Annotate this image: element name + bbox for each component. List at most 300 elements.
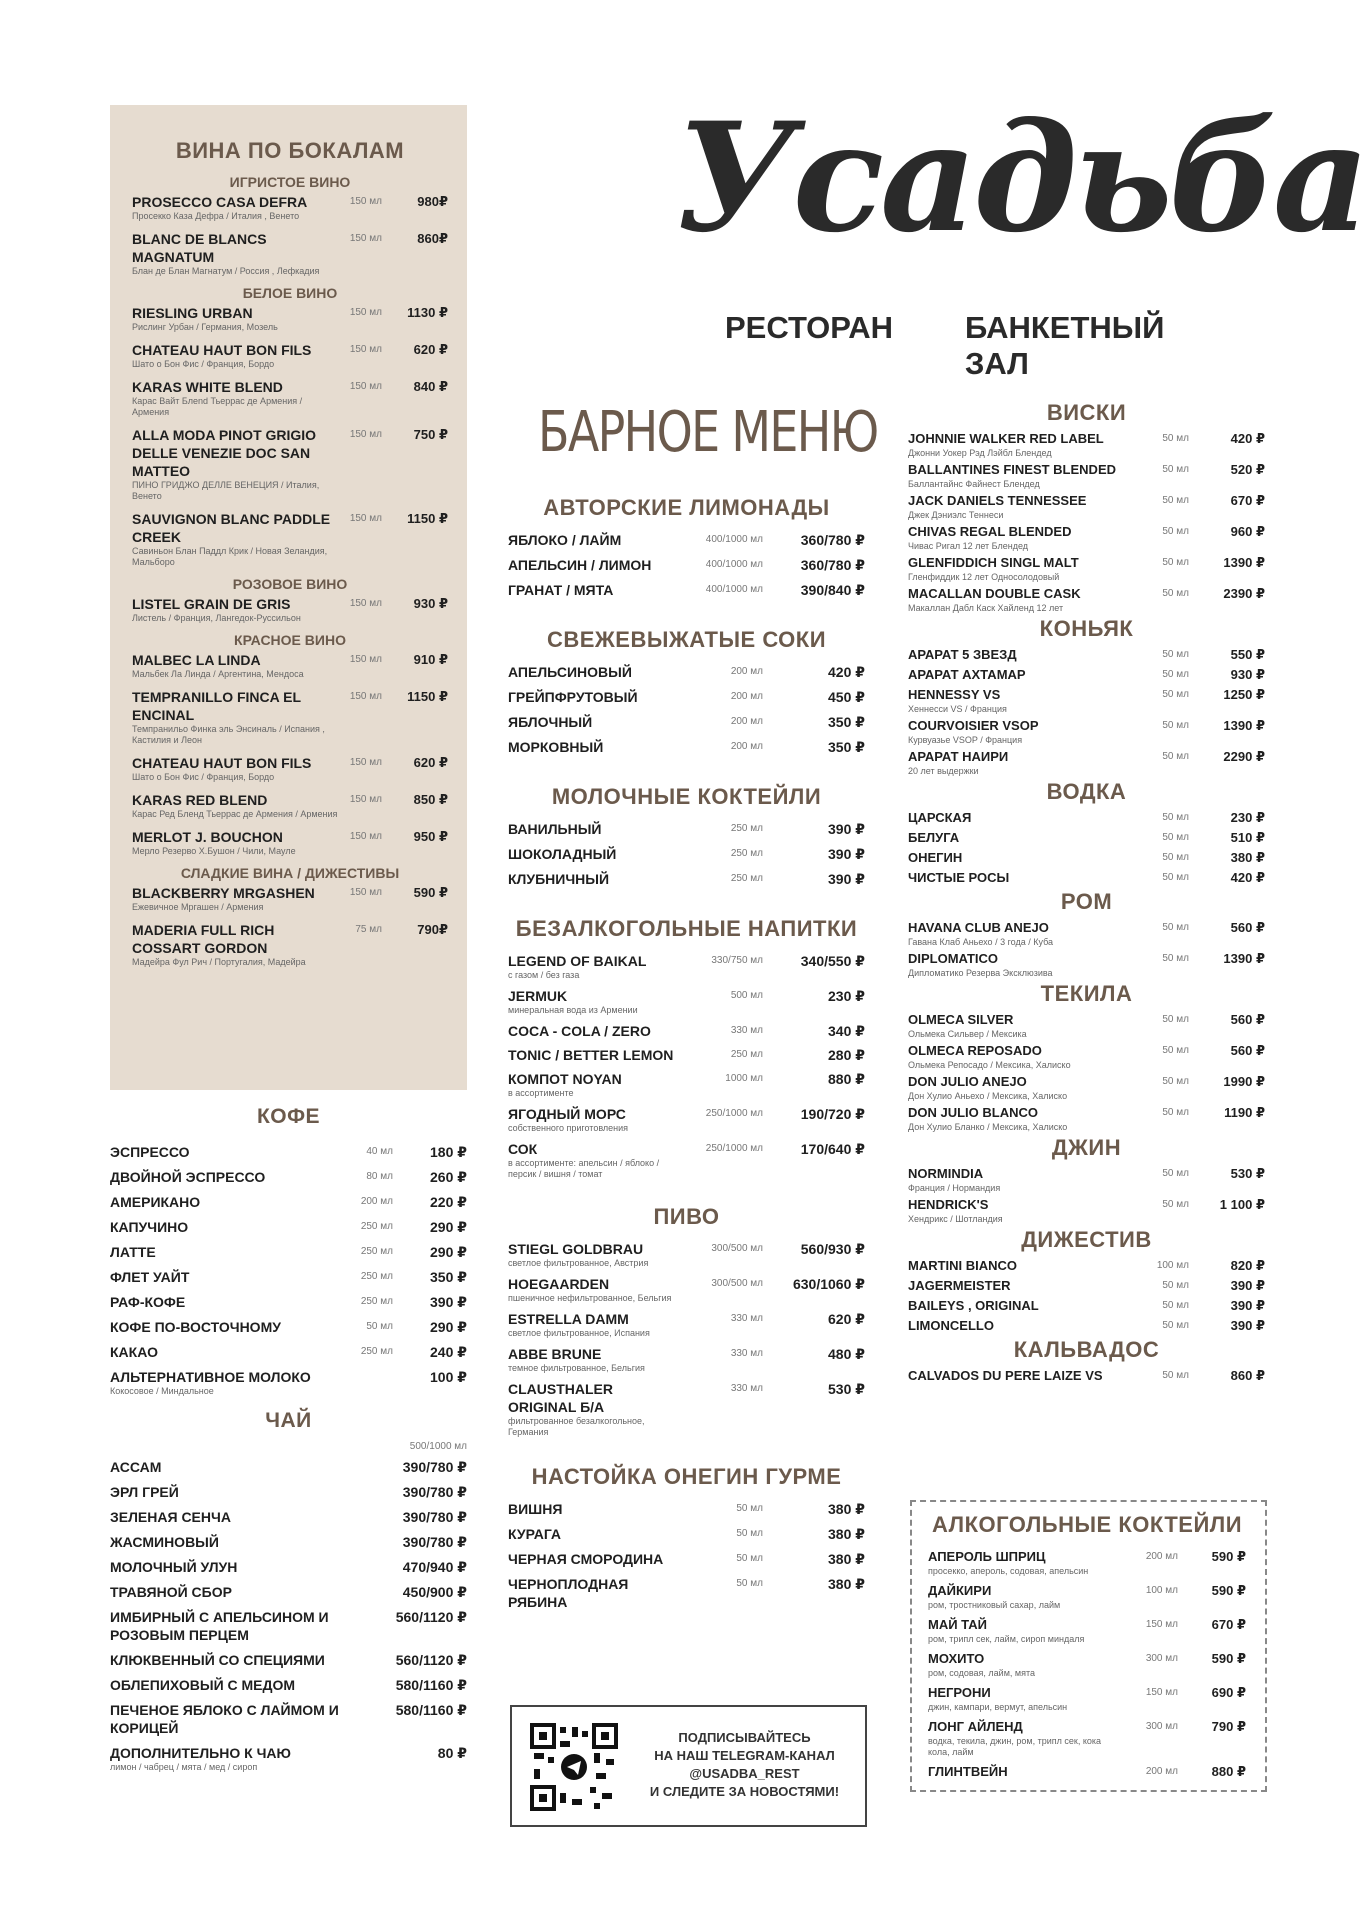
item-description: Чивас Ригал 12 лет Блендед (908, 541, 1029, 551)
item-description: Листель / Франция, Лангедок-Руссильон (132, 613, 301, 623)
item-volume: 300 мл (1145, 1653, 1178, 1664)
item-price: 100 ₽ (430, 1369, 467, 1385)
item-volume: 200 мл (1145, 1766, 1178, 1777)
item-volume: 150 мл (349, 429, 382, 440)
menu-item (908, 1165, 1265, 1194)
item-price: 520 ₽ (1230, 462, 1265, 477)
item-volume: 330 мл (730, 1383, 763, 1394)
item-name: PROSECCO CASA DEFRA (132, 194, 308, 210)
subscribe-line-4: И СЛЕДИТЕ ЗА НОВОСТЯМИ! (649, 1784, 840, 1799)
item-name: ЯБЛОКО / ЛАЙМ (508, 532, 622, 548)
item-price: 670 ₽ (1211, 1617, 1246, 1632)
item-name: КОМПОТ NOYAN (508, 1071, 622, 1087)
lemonades-section (508, 495, 865, 599)
menu-item (508, 820, 865, 838)
item-name: АПЕЛЬСИНОВЫЙ (508, 664, 632, 680)
menu-item (110, 1744, 467, 1773)
menu-item (508, 1140, 865, 1180)
menu-item (132, 828, 448, 857)
item-volume: 150 мл (1145, 1687, 1178, 1698)
item-name: АССАМ (110, 1459, 162, 1475)
menu-item (508, 1525, 865, 1543)
item-description: лимон / чабрец / мята / мед / сироп (110, 1762, 258, 1772)
item-name: DON JULIO BLANCO (908, 1105, 1038, 1120)
item-price: 1130 ₽ (407, 305, 448, 320)
item-volume: 50 мл (736, 1553, 763, 1564)
item-volume: 150 мл (349, 307, 382, 318)
menu-item (908, 1317, 1265, 1335)
item-name: КАКАО (110, 1344, 159, 1360)
item-name: ЛАТТЕ (110, 1244, 156, 1260)
item-volume: 50 мл (1162, 922, 1189, 933)
menu-item (110, 1293, 467, 1311)
cocktails-section (928, 1512, 1246, 1781)
item-volume: 50 мл (1162, 1300, 1189, 1311)
item-name: ЖАСМИНОВЫЙ (110, 1534, 219, 1550)
item-description: Кокосовое / Миндальное (110, 1386, 214, 1396)
item-price: 930 ₽ (1230, 667, 1265, 682)
item-name: MERLOT J. BOUCHON (132, 829, 283, 845)
item-name: ПЕЧЕНОЕ ЯБЛОКО С ЛАЙМОМ И КОРИЦЕЙ (110, 1702, 339, 1736)
item-name: НЕГРОНИ (928, 1685, 991, 1700)
tea-title: ЧАЙ (265, 1409, 312, 1432)
item-price: 390 ₽ (430, 1294, 467, 1310)
item-name: HAVANA CLUB ANEJO (908, 920, 1049, 935)
item-name: BAILEYS , ORIGINAL (908, 1298, 1039, 1313)
item-price: 380 ₽ (828, 1551, 865, 1567)
item-name: ШОКОЛАДНЫЙ (508, 846, 617, 862)
gin-title: ДЖИН (1051, 1135, 1122, 1160)
wine-group-title: РОЗОВОЕ ВИНО (232, 576, 348, 592)
item-price: 390/780 ₽ (402, 1509, 467, 1525)
item-price: 560/1120 ₽ (395, 1609, 467, 1625)
item-price: 390 ₽ (1230, 1278, 1265, 1293)
item-price: 380 ₽ (828, 1526, 865, 1542)
item-volume: 50 мл (1162, 557, 1189, 568)
item-price: 420 ₽ (828, 664, 865, 680)
item-price: 350 ₽ (828, 714, 865, 730)
menu-item (132, 921, 448, 968)
item-description: Джонни Уокер Рэд Лэйбл Блендед (908, 448, 1052, 458)
item-description: водка, текила, джин, ром, трипл сек, кока кола, лайм (928, 1736, 1102, 1757)
item-price: 560 ₽ (1230, 1043, 1265, 1058)
item-description: Блан де Блан Магнатум / Россия , Лефкадия (132, 266, 320, 276)
item-description: в ассортименте: апельсин / яблоко / персик / вишня / томат (508, 1158, 660, 1179)
item-name: КАПУЧИНО (110, 1219, 189, 1235)
item-price: 360/780 ₽ (800, 557, 865, 573)
item-price: 280 ₽ (828, 1047, 865, 1063)
item-description: Карас Ред Бленд Тьеррас де Армения / Армения (132, 809, 338, 819)
menu-item (908, 585, 1265, 614)
item-name: LIMONCELLO (908, 1318, 994, 1333)
item-description: Гленфиддик 12 лет Односолодовый (908, 572, 1060, 582)
item-name: АРАРАТ АХТАМАР (908, 667, 1026, 682)
menu-item (508, 738, 865, 756)
menu-item (508, 1575, 865, 1611)
item-description: светлое фильтрованное, Испания (508, 1328, 650, 1338)
item-volume: 50 мл (1162, 669, 1189, 680)
item-name: CHATEAU HAUT BON FILS (132, 342, 312, 358)
item-volume: 150 мл (349, 381, 382, 392)
soft-section (508, 916, 865, 1180)
menu-item (928, 1763, 1246, 1781)
item-volume: 50 мл (1162, 953, 1189, 964)
item-price: 470/940 ₽ (402, 1559, 467, 1575)
item-description: Шато о Бон Фис / Франция, Бордо (132, 772, 275, 782)
menu-item (132, 193, 448, 222)
item-price: 390 ₽ (828, 871, 865, 887)
item-price: 790 ₽ (1211, 1719, 1246, 1734)
item-name: COURVOISIER VSOP (908, 718, 1039, 733)
item-name: MALBEC LA LINDA (132, 652, 261, 668)
item-volume: 50 мл (1162, 751, 1189, 762)
item-name: KARAS WHITE BLEND (132, 379, 283, 395)
menu-item (110, 1608, 467, 1644)
whisky-section (908, 400, 1265, 614)
item-volume: 50 мл (1162, 1370, 1189, 1381)
item-volume: 50 мл (1162, 1076, 1189, 1087)
menu-item (508, 1500, 865, 1518)
item-price: 860 ₽ (1230, 1368, 1265, 1383)
item-price: 390 ₽ (1230, 1318, 1265, 1333)
item-description: Мерло Резерво Х.Бушон / Чили, Мауле (132, 846, 296, 856)
item-name: ALLA MODA PINOT GRIGIO DELLE VENEZIE DOC SAN MATTEO (132, 427, 317, 479)
item-volume: 400/1000 мл (705, 584, 763, 595)
item-volume: 250 мл (360, 1271, 393, 1282)
item-price: 670 ₽ (1230, 493, 1265, 508)
item-description: Савиньон Блан Паддл Крик / Новая Зеландия, Мальборо (132, 546, 328, 567)
item-volume: 50 мл (1162, 720, 1189, 731)
item-volume: 250/1000 мл (705, 1108, 763, 1119)
item-volume: 50 мл (1162, 526, 1189, 537)
item-price: 2290 ₽ (1223, 749, 1265, 764)
item-price: 2390 ₽ (1223, 586, 1265, 601)
item-volume: 400/1000 мл (705, 534, 763, 545)
menu-item (908, 950, 1265, 979)
item-volume: 250 мл (730, 873, 763, 884)
item-volume: 50 мл (1162, 1280, 1189, 1291)
item-name: SAUVIGNON BLANC PADDLE CREEK (132, 511, 331, 545)
subscribe-line-1: ПОДПИСЫВАЙТЕСЬ (678, 1730, 811, 1745)
middle-column (508, 495, 865, 1618)
item-price: 750 ₽ (413, 427, 448, 442)
item-price: 1390 ₽ (1223, 555, 1265, 570)
item-price: 450 ₽ (828, 689, 865, 705)
menu-item (110, 1508, 467, 1526)
item-volume: 250 мл (360, 1246, 393, 1257)
item-name: CALVADOS DU PERE LAIZE VS (908, 1368, 1103, 1383)
item-description: Дон Хулио Аньехо / Мексика, Халиско (908, 1091, 1068, 1101)
item-price: 290 ₽ (430, 1244, 467, 1260)
menu-item (132, 304, 448, 333)
item-volume: 250/1000 мл (705, 1143, 763, 1154)
item-description: Макаллан Дабл Каск Хайленд 12 лет (908, 603, 1064, 613)
tequila-section (908, 981, 1265, 1133)
menu-item (508, 845, 865, 863)
item-price: 560 ₽ (1230, 1012, 1265, 1027)
item-price: 390 ₽ (1230, 1298, 1265, 1313)
whisky-title: ВИСКИ (1046, 400, 1127, 425)
item-description: Хендрикс / Шотландия (908, 1214, 1003, 1224)
menu-item (508, 531, 865, 549)
menu-item (908, 1257, 1265, 1275)
menu-item (508, 952, 865, 981)
menu-item (508, 688, 865, 706)
item-price: 1390 ₽ (1223, 951, 1265, 966)
item-price: 340/550 ₽ (800, 953, 865, 969)
item-volume: 50 мл (1162, 1107, 1189, 1118)
vodka-section (908, 779, 1265, 887)
item-name: JACK DANIELS TENNESSEE (908, 493, 1087, 508)
menu-item (110, 1583, 467, 1601)
item-description: пшеничное нефильтрованное, Бельгия (508, 1293, 672, 1303)
item-price: 620 ₽ (413, 755, 448, 770)
cognac-title: КОНЬЯК (1039, 616, 1134, 641)
item-volume: 150 мл (349, 598, 382, 609)
logo-restaurant: РЕСТОРАН (725, 310, 893, 345)
item-name: OLMECA SILVER (908, 1012, 1014, 1027)
item-price: 230 ₽ (1230, 810, 1265, 825)
menu-item (908, 461, 1265, 490)
menu-item (508, 1380, 865, 1438)
item-name: АЛЬТЕРНАТИВНОЕ МОЛОКО (110, 1369, 311, 1385)
menu-item (908, 829, 1265, 847)
item-description: Джек Дэниэлс Теннеси (908, 510, 1004, 520)
item-description: темное фильтрованное, Бельгия (508, 1363, 645, 1373)
menu-item (908, 717, 1265, 746)
coffee-list (110, 1143, 467, 1397)
item-name: МОЛОЧНЫЙ УЛУН (110, 1559, 238, 1575)
item-price: 620 ₽ (413, 342, 448, 357)
rum-section (908, 889, 1265, 979)
item-name: ГЛИНТВЕЙН (928, 1764, 1008, 1779)
item-price: 840 ₽ (413, 379, 448, 394)
item-name: ДАЙКИРИ (928, 1583, 992, 1598)
item-name: ВИШНЯ (508, 1501, 563, 1517)
digestif-section (908, 1227, 1265, 1335)
item-price: 790₽ (417, 922, 448, 937)
menu-item (508, 870, 865, 888)
item-volume: 250 мл (730, 823, 763, 834)
tincture-section (508, 1464, 865, 1611)
item-price: 530 ₽ (828, 1381, 865, 1397)
item-price: 190/720 ₽ (800, 1106, 865, 1122)
item-price: 950 ₽ (413, 829, 448, 844)
item-volume: 330 мл (730, 1313, 763, 1324)
calvados-section (908, 1337, 1265, 1385)
item-price: 260 ₽ (430, 1169, 467, 1185)
item-name: CLAUSTHALER ORIGINAL Б/А (508, 1381, 613, 1415)
item-price: 960 ₽ (1230, 524, 1265, 539)
item-price: 580/1160 ₽ (395, 1702, 467, 1718)
item-description: ром, тростниковый сахар, лайм (928, 1600, 1061, 1610)
menu-item (908, 1297, 1265, 1315)
item-name: ЦАРСКАЯ (908, 810, 972, 825)
item-price: 390/780 ₽ (402, 1534, 467, 1550)
menu-item (508, 663, 865, 681)
item-volume: 300/500 мл (711, 1278, 763, 1289)
item-name: ЧЕРНАЯ СМОРОДИНА (508, 1551, 664, 1567)
item-volume: 100 мл (1156, 1260, 1189, 1271)
item-price: 550 ₽ (1230, 647, 1265, 662)
item-description: Рислинг Урбан / Германия, Мозель (132, 322, 278, 332)
item-volume: 200 мл (730, 741, 763, 752)
menu-item (132, 651, 448, 680)
item-name: MADERIA FULL RICH COSSART GORDON (132, 922, 275, 956)
item-price: 820 ₽ (1230, 1258, 1265, 1273)
soft-title: БЕЗАЛКОГОЛЬНЫЕ НАПИТКИ (515, 916, 858, 941)
menu-item (928, 1548, 1246, 1577)
item-description: Ольмека Сильвер / Мексика (908, 1029, 1027, 1039)
menu-item (508, 556, 865, 574)
item-description: Франция / Нормандия (908, 1183, 1001, 1193)
item-volume: 50 мл (1162, 1045, 1189, 1056)
item-name: БЕЛУГА (908, 830, 960, 845)
wine-groups (132, 174, 448, 968)
item-price: 1150 ₽ (407, 689, 448, 704)
item-price: 390 ₽ (828, 846, 865, 862)
item-price: 350 ₽ (430, 1269, 467, 1285)
item-name: DON JULIO ANEJO (908, 1074, 1027, 1089)
item-volume: 150 мл (349, 654, 382, 665)
item-name: GLENFIDDICH SINGL MALT (908, 555, 1079, 570)
menu-item (908, 554, 1265, 583)
item-price: 220 ₽ (430, 1194, 467, 1210)
item-name: JERMUK (508, 988, 568, 1004)
rum-title: РОМ (1060, 889, 1113, 914)
item-name: COCA - COLA / ZERO (508, 1023, 651, 1039)
item-volume: 150 мл (349, 831, 382, 842)
subscribe-line-2: НА НАШ TELEGRAM-КАНАЛ (654, 1748, 835, 1763)
item-volume: 50 мл (1162, 1320, 1189, 1331)
item-volume: 150 мл (349, 757, 382, 768)
item-name: ЯБЛОЧНЫЙ (508, 714, 593, 730)
menu-item (508, 713, 865, 731)
item-description: 20 лет выдержки (908, 766, 979, 776)
item-price: 690 ₽ (1211, 1685, 1246, 1700)
item-name: АПЕРОЛЬ ШПРИЦ (928, 1549, 1046, 1564)
item-volume: 40 мл (366, 1146, 393, 1157)
item-name: КЛУБНИЧНЫЙ (508, 871, 610, 887)
logo (555, 90, 1367, 381)
item-volume: 50 мл (736, 1528, 763, 1539)
menu-item (908, 1011, 1265, 1040)
tequila-title: ТЕКИЛА (1040, 981, 1133, 1006)
item-price: 560/930 ₽ (800, 1241, 865, 1257)
menu-item (132, 510, 448, 568)
menu-item (508, 1022, 865, 1040)
item-description: Курвуазье VSOP / Франция (908, 735, 1023, 745)
item-description: Гавана Клаб Аньехо / 3 года / Куба (908, 937, 1054, 947)
item-description: в ассортименте (508, 1088, 574, 1098)
logo-wordmark: Усадьба (675, 90, 1367, 266)
item-name: ABBE BRUNE (508, 1346, 602, 1362)
item-name: BALLANTINES FINEST BLENDED (908, 462, 1116, 477)
menu-item (110, 1558, 467, 1576)
item-price: 1390 ₽ (1223, 718, 1265, 733)
item-volume: 50 мл (366, 1321, 393, 1332)
right-column (908, 400, 1265, 1387)
item-description: Карас Вайт Блend Тьеррас де Армения / Армения (132, 396, 303, 417)
item-price: 290 ₽ (430, 1219, 467, 1235)
vodka-title: ВОДКА (1046, 779, 1127, 804)
menu-item (928, 1582, 1246, 1611)
menu-item (132, 688, 448, 746)
item-price: 590 ₽ (1211, 1549, 1246, 1564)
qr-code-icon (530, 1723, 618, 1811)
item-name: МОРКОВНЫЙ (508, 739, 604, 755)
item-name: MACALLAN DOUBLE CASK (908, 586, 1081, 601)
item-volume: 50 мл (1162, 1014, 1189, 1025)
item-volume: 200 мл (360, 1196, 393, 1207)
item-price: 580/1160 ₽ (395, 1677, 467, 1693)
menu-item (908, 748, 1265, 777)
item-name: АПЕЛЬСИН / ЛИМОН (508, 557, 652, 573)
menu-item (508, 1105, 865, 1134)
beer-section (508, 1204, 865, 1438)
item-price: 450/900 ₽ (402, 1584, 467, 1600)
item-price: 380 ₽ (828, 1576, 865, 1592)
item-name: HENDRICK'S (908, 1197, 989, 1212)
item-volume: 80 мл (366, 1171, 393, 1182)
item-volume: 50 мл (1162, 832, 1189, 843)
digestif-title: ДИЖЕСТИВ (1021, 1227, 1152, 1252)
item-name: HENNESSY VS (908, 687, 1001, 702)
item-name: КОФЕ ПО-ВОСТОЧНОМУ (110, 1319, 281, 1335)
menu-item (110, 1343, 467, 1361)
item-name: ТРАВЯНОЙ СБОР (110, 1584, 232, 1600)
wine-group-title: ИГРИСТОЕ ВИНО (229, 174, 351, 190)
item-price: 230 ₽ (828, 988, 865, 1004)
item-volume: 50 мл (1162, 588, 1189, 599)
item-name: NORMINDIA (908, 1166, 984, 1181)
item-price: 560 ₽ (1230, 920, 1265, 935)
menu-item (908, 1277, 1265, 1295)
item-price: 1190 ₽ (1224, 1105, 1265, 1120)
item-name: RIESLING URBAN (132, 305, 253, 321)
item-price: 1990 ₽ (1223, 1074, 1265, 1089)
item-description: Ольмека Репосадо / Мексика, Халиско (908, 1060, 1071, 1070)
item-volume: 250 мл (730, 1049, 763, 1060)
item-price: 980₽ (417, 194, 448, 209)
item-price: 560/1120 ₽ (395, 1652, 467, 1668)
item-volume: 250 мл (360, 1221, 393, 1232)
menu-item (110, 1268, 467, 1286)
item-volume: 150 мл (349, 887, 382, 898)
item-volume: 400/1000 мл (705, 559, 763, 570)
cognac-section (908, 616, 1265, 777)
item-name: ЭСПРЕССО (110, 1144, 190, 1160)
item-price: 910 ₽ (413, 652, 448, 667)
item-description: Мадейра Фул Рич / Португалия, Мадейра (132, 957, 306, 967)
item-volume: 100 мл (1145, 1585, 1178, 1596)
item-name: ИМБИРНЫЙ С АПЕЛЬСИНОМ И РОЗОВЫМ ПЕРЦЕМ (110, 1609, 329, 1643)
menu-item (110, 1168, 467, 1186)
menu-item (508, 581, 865, 599)
item-name: BLANC DE BLANCS MAGNATUM (132, 231, 267, 265)
menu-item (508, 1275, 865, 1304)
item-price: 1150 ₽ (407, 511, 448, 526)
menu-item (908, 523, 1265, 552)
item-name: ФЛЕТ УАЙТ (110, 1269, 190, 1285)
item-volume: 150 мл (349, 233, 382, 244)
menu-item (908, 666, 1265, 684)
item-name: DIPLOMATICO (908, 951, 999, 966)
subscribe-handle[interactable]: @USADBA_REST (689, 1766, 800, 1781)
item-description: ром, содовая, лайм, мята (928, 1668, 1035, 1678)
menu-item (908, 1104, 1265, 1133)
telegram-subscribe-box[interactable] (510, 1705, 867, 1827)
